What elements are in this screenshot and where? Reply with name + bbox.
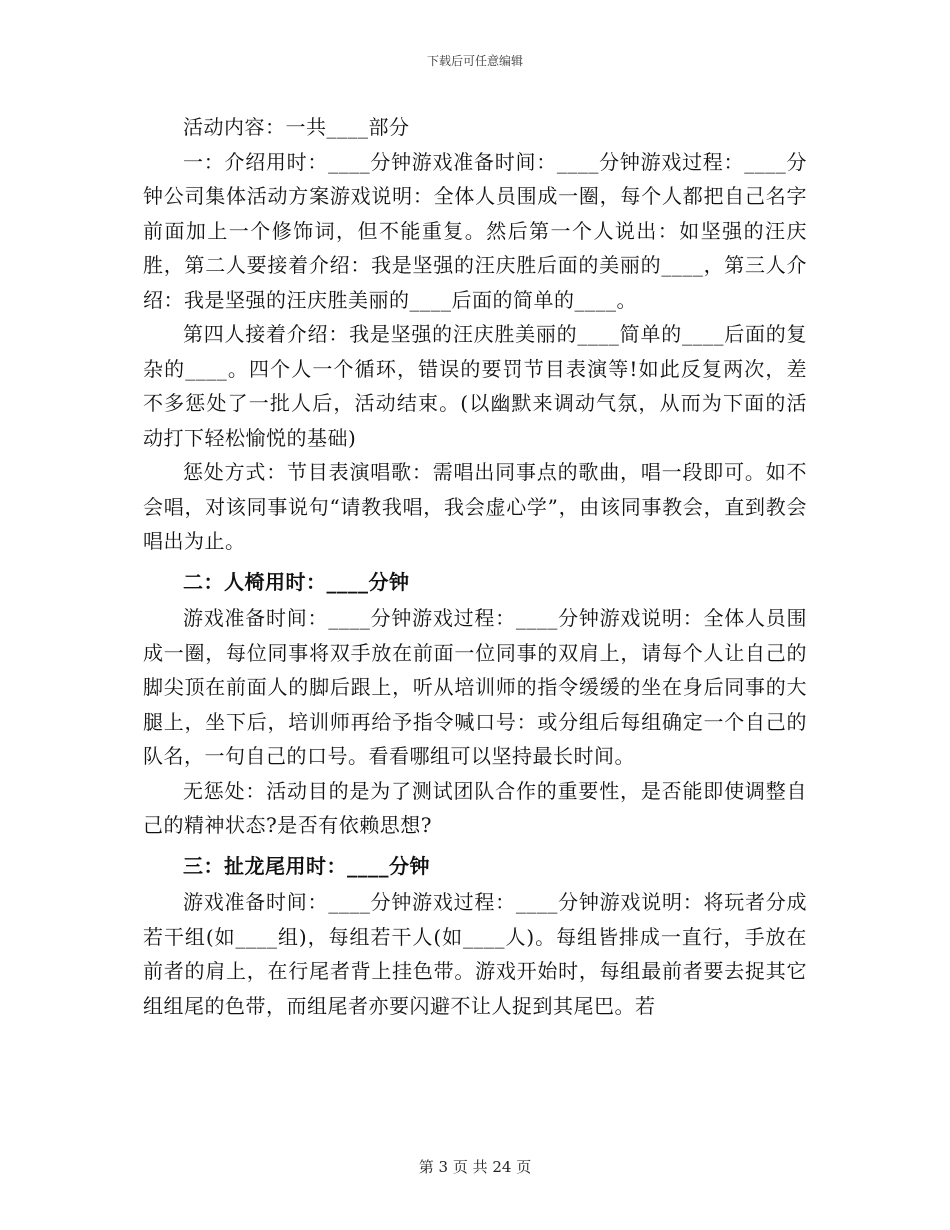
heading-part-three: 三：扯龙尾用时：____分钟 — [183, 853, 430, 878]
paragraph-fourth-person: 第四人接着介绍：我是坚强的汪庆胜美丽的____简单的____后面的复杂的____。四个人一个循环，错误的要罚节目表演等!如此反复两次，差不多惩处了一批人后，活动结束。(以幽默来调动气氛，从而为下面的活动打下轻松愉悦的基础) — [143, 322, 807, 450]
paragraph-part-one: 一：介绍用时：____分钟游戏准备时间：____分钟游戏过程：____分钟公司集体活动方案游戏说明：全体人员围成一圈，每个人都把自己名字前面加上一个修饰词，但不能重复。然后第一个人说出：如坚强的汪庆胜，第二人要接着介绍：我是坚强的汪庆胜后面的美丽的____，第三人介绍：我是坚强的汪庆胜美丽的____后面的简单的____。 — [143, 149, 807, 312]
page-number: 第 3 页 共 24 页 — [418, 1158, 532, 1176]
paragraph-part-two: 游戏准备时间：____分钟游戏过程：____分钟游戏说明：全体人员围成一圈，每位同事将双手放在前面一位同事的双肩上，请每个人让自己的脚尖顶在前面人的脚后跟上，听从培训师的指令缓缓的坐在身后同事的大腿上，坐下后，培训师再给予指令喊口号：或分组后每组确定一个自己的队名，一句自己的口号。看看哪组可以坚持最长时间。 — [143, 606, 807, 768]
paragraph-activity-content: 活动内容：一共____部分 — [183, 115, 410, 139]
paragraph-penalty: 惩处方式：节目表演唱歌：需唱出同事点的歌曲，唱一段即可。如不会唱，对该同事说句“请教我唱，我会虚心学”，由该同事教会，直到教会唱出为止。 — [143, 460, 807, 553]
paragraph-no-penalty: 无惩处：活动目的是为了测试团队合作的重要性，是否能即使调整自己的精神状态?是否有依赖思想? — [143, 778, 807, 837]
heading-part-two: 二：人椅用时：____分钟 — [183, 569, 410, 594]
document-body — [143, 110, 807, 1023]
page-header-note: 下载后可任意编辑 — [426, 54, 523, 68]
paragraph-part-three: 游戏准备时间：____分钟游戏过程：____分钟游戏说明：将玩者分成若干组(如____组)，每组若干人(如____人)。每组皆排成一直行，手放在前者的肩上，在行尾者背上挂色带。游戏开始时，每组最前者要去捉其它组组尾的色带，而组尾者亦要闪避不让人捉到其尾巴。若 — [143, 890, 807, 1018]
